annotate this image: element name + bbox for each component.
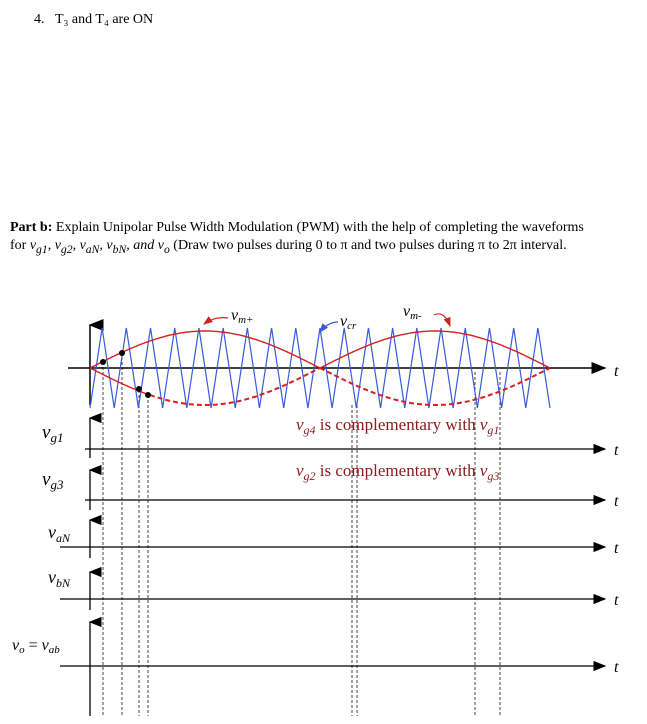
part-b-line2-suffix: (Draw two pulses during 0 to π and two pulses during π to 2π interval. [173,238,567,253]
intersection-dot [145,392,151,398]
intersection-dot [119,350,125,356]
vg3-label: $v_{g3}$ [42,469,64,492]
vm-plus-arrow [204,318,228,324]
vm-minus-dashed [150,368,320,405]
item-number: 4. [34,12,45,27]
part-b-line2-prefix: for [10,238,27,253]
t-label: t [614,442,619,459]
intersection-dot [100,359,106,365]
vm-plus-label: vm+ [231,307,254,326]
intersection-dot [136,386,142,392]
vg1-label: $v_{g1}$ [42,422,64,445]
vbN-label: $v_{bN}$ [48,567,71,590]
t-label: t [614,540,619,557]
t-label: t [614,659,619,676]
vcr-label: vcr [340,313,357,332]
vg4-complementary-note: $v_{g4}$ is complementary with $v_{g1}$ [296,415,500,437]
vm-minus-label: vm- [403,303,422,322]
vm-minus-arrow [434,314,450,326]
t-label: t [614,363,619,380]
part-b-line1: Explain Unipolar Pulse Width Modulation (PWM) with the help of completing the waveforms [55,220,584,235]
vaN-label: $v_{aN}$ [48,522,71,545]
t-label: t [614,493,619,510]
part-b-variables: $v_{g1}$, $v_{g2}$, $v_{aN}$, $v_{bN}$, and $v_o$ [29,238,170,256]
part-b-label: Part b: [10,220,53,235]
vg2-complementary-note: $v_{g2}$ is complementary with $v_{g3}$ [296,461,500,483]
vo-label: vo = vab [12,637,60,656]
item-text: T₃ and T₄ are ON [55,12,154,27]
t-label: t [614,592,619,609]
vcr-arrow [320,322,338,332]
